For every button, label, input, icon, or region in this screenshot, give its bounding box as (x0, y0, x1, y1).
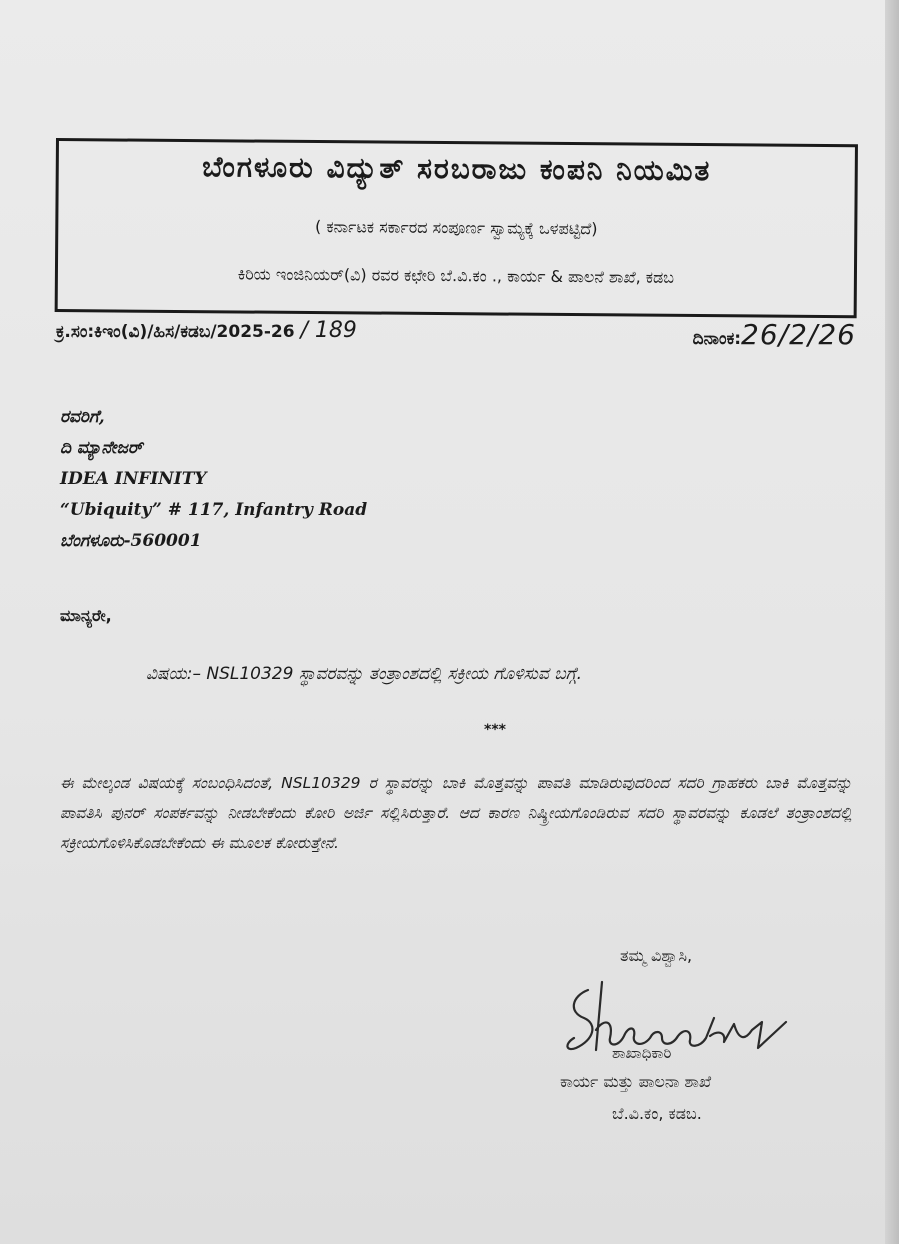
recipient-designation: ದಿ ಮ್ಯಾನೇಜರ್ (60, 438, 143, 458)
signatory-title: ಶಾಖಾಧಿಕಾರಿ (612, 1044, 672, 1062)
date-block (693, 318, 856, 351)
reference-row (56, 318, 856, 358)
company-name: ಬೆಂಗಳೂರು ವಿದ್ಯುತ್ ಸರಬರಾಜು ಕಂಪನಿ ನಿಯಮಿತ (202, 150, 712, 188)
body-paragraph: ಈ ಮೇಲ್ಕಂಡ ವಿಷಯಕ್ಕೆ ಸಂಬಂಧಿಸಿದಂತೆ, NSL10329 ರ ಸ್ಥಾವರನ್ನು ಬಾಕಿ ಮೊತ್ತವನ್ನು ಪಾವತಿ ಮಾಡಿರುವುದರಿಂದ ಸದರಿ ಗ್ರಾಹಕರು ಬಾಕಿ ಮೊತ್ತವನ್ನು ಪಾವತಿಸಿ ಪುನರ್ ಸಂಪರ್ಕವನ್ನು ನೀಡಬೇಕೆಂದು ಕೋರಿ ಅರ್ಜಿ ಸಲ್ಲಿಸಿರುತ್ತಾರೆ. ಆದ ಕಾರಣ ನಿಷ್ಕ್ರೀಯಗೊಂಡಿರುವ ಸದರಿ ಸ್ಥಾವರವನ್ನು ಕೂಡಲೆ ತಂತ್ರಾಂಶದಲ್ಲಿ ಸಕ್ರೀಯಗೊಳಿಸಿಕೊಡಬೇಕೆಂದು ಈ ಮೂಲಕ ಕೋರುತ್ತೇನೆ. (60, 774, 852, 852)
salutation: ಮಾನ್ಯರೇ, (60, 606, 112, 625)
date-handwritten: 26/2/26 (741, 318, 856, 351)
office-line: ಕಿರಿಯ ಇಂಜಿನಿಯರ್(ವಿ) ರವರ ಕಛೇರಿ ಬೆ.ವಿ.ಕಂ ., ಕಾರ್ಯ & ಪಾಲನೆ ಶಾಖೆ, ಕಡಬ (237, 264, 675, 287)
signatory-department: ಕಾರ್ಯ ಮತ್ತು ಪಾಲನಾ ಶಾಖೆ (560, 1072, 712, 1091)
valediction: ತಮ್ಮ ವಿಶ್ವಾಸಿ, (620, 946, 693, 965)
reference-printed: ಕ್ರ.ಸಂ:ಕಿಇಂ(ವಿ)/ಹಿಸ/ಕಡಬ/2025-26 (56, 322, 301, 342)
recipient-company: IDEA INFINITY (60, 469, 207, 489)
recipient-to: ರವರಿಗೆ, (60, 407, 105, 427)
signatory-office: ಬೆ.ವಿ.ಕಂ, ಕಡಬ. (612, 1104, 702, 1123)
reference-handwritten: / 189 (300, 318, 357, 343)
reference-number (56, 318, 357, 343)
recipient-address (60, 402, 460, 557)
ownership-note: ( ಕರ್ನಾಟಕ ಸರ್ಕಾರದ ಸಂಪೂರ್ಣ ಸ್ವಾಮ್ಯಕ್ಕೆ ಒಳಪಟ್ಟಿದೆ) (314, 217, 598, 239)
subject-line: ವಿಷಯ:– NSL10329 ಸ್ಥಾವರವನ್ನು ತಂತ್ರಾಂಶದಲ್ಲಿ ಸಕ್ರೀಯ ಗೊಳಿಸುವ ಬಗ್ಗೆ. (146, 664, 583, 684)
date-label: ದಿನಾಂಕ: (692, 329, 742, 349)
recipient-street: “Ubiquity” # 117, Infantry Road (60, 500, 368, 520)
recipient-city: ಬೆಂಗಳೂರು-560001 (60, 531, 202, 551)
page-edge-shadow (885, 0, 899, 1244)
signature-scribble (558, 978, 790, 1074)
letterhead-box (55, 138, 858, 318)
separator: *** (484, 722, 506, 738)
